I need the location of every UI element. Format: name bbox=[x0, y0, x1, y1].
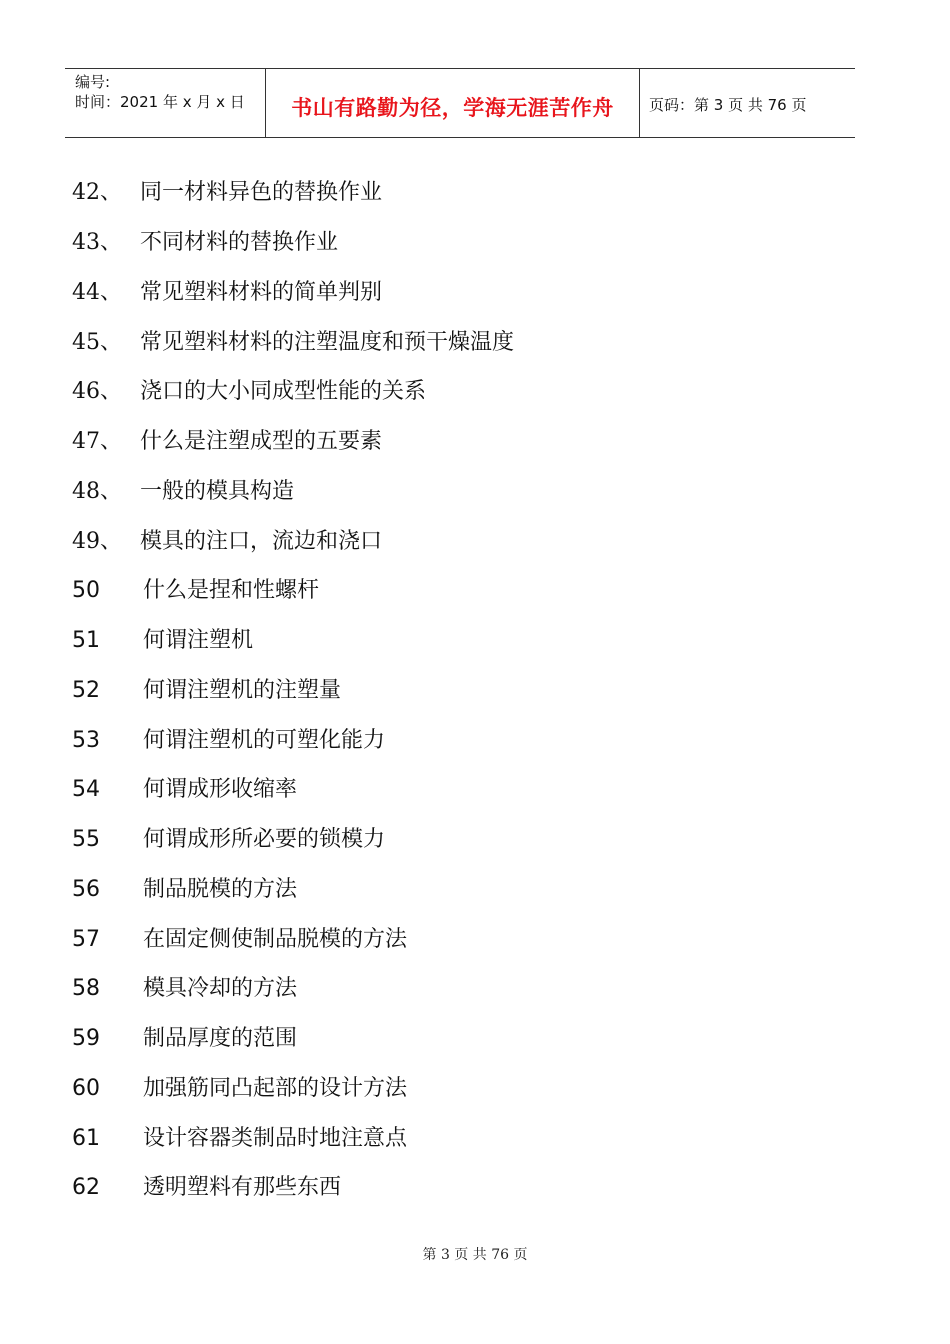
item-number: 44、 bbox=[72, 280, 122, 305]
item-number: 43、 bbox=[72, 230, 122, 255]
item-number: 49、 bbox=[72, 529, 122, 554]
header-page-info: 页码：第 3 页 共 76 页 bbox=[649, 96, 807, 114]
item-number: 45、 bbox=[72, 330, 122, 355]
item-text: 何谓成形收缩率 bbox=[143, 777, 298, 802]
serial-number-label: 编号: bbox=[75, 73, 111, 91]
item-text: 模具冷却的方法 bbox=[143, 976, 298, 1001]
item-text: 常见塑料材料的简单判别 bbox=[140, 280, 383, 305]
list-item bbox=[72, 721, 385, 761]
item-text: 透明塑料有那些东西 bbox=[143, 1175, 342, 1200]
header-right-cell bbox=[639, 69, 855, 137]
item-number: 46、 bbox=[72, 379, 122, 404]
item-number: 61 bbox=[72, 1126, 100, 1151]
footer-page-number: 第 3 页 共 76 页 bbox=[422, 1247, 528, 1263]
list-item bbox=[72, 1069, 407, 1109]
list-item bbox=[72, 1019, 297, 1059]
item-number: 55 bbox=[72, 827, 100, 852]
list-item bbox=[72, 870, 297, 910]
item-number: 62 bbox=[72, 1175, 100, 1200]
item-text: 模具的注口，流边和浇口 bbox=[140, 529, 383, 554]
list-item bbox=[72, 273, 382, 313]
list-item bbox=[72, 1168, 341, 1208]
item-text: 不同材料的替换作业 bbox=[140, 230, 339, 255]
list-item bbox=[72, 571, 319, 611]
item-text: 何谓成形所必要的锁模力 bbox=[143, 827, 386, 852]
motto: 书山有路勤为径，学海无涯苦作舟 bbox=[291, 95, 614, 120]
item-number: 60 bbox=[72, 1076, 100, 1101]
list-item bbox=[72, 173, 382, 213]
item-number: 53 bbox=[72, 728, 100, 753]
list-item bbox=[72, 522, 382, 562]
item-number: 56 bbox=[72, 877, 100, 902]
item-number: 48、 bbox=[72, 479, 122, 504]
item-text: 何谓注塑机 bbox=[143, 628, 254, 653]
page-header bbox=[65, 68, 855, 138]
item-text: 何谓注塑机的可塑化能力 bbox=[143, 728, 386, 753]
item-text: 同一材料异色的替换作业 bbox=[140, 180, 383, 205]
item-number: 59 bbox=[72, 1026, 100, 1051]
list-item bbox=[72, 1119, 407, 1159]
item-text: 一般的模具构造 bbox=[140, 479, 295, 504]
item-text: 何谓注塑机的注塑量 bbox=[143, 678, 342, 703]
item-text: 设计容器类制品时地注意点 bbox=[143, 1126, 408, 1151]
item-text: 什么是捏和性螺杆 bbox=[143, 578, 320, 603]
list-item bbox=[72, 820, 385, 860]
item-number: 50 bbox=[72, 578, 100, 603]
header-motto-cell bbox=[265, 69, 640, 137]
list-item bbox=[72, 621, 253, 661]
item-number: 47、 bbox=[72, 429, 122, 454]
item-text: 加强筋同凸起部的设计方法 bbox=[143, 1076, 408, 1101]
item-text: 在固定侧使制品脱模的方法 bbox=[143, 927, 408, 952]
item-text: 浇口的大小同成型性能的关系 bbox=[140, 379, 427, 404]
item-number: 54 bbox=[72, 777, 100, 802]
list-item bbox=[72, 920, 407, 960]
list-item bbox=[72, 969, 297, 1009]
item-number: 42、 bbox=[72, 180, 122, 205]
item-number: 57 bbox=[72, 927, 100, 952]
list-item bbox=[72, 422, 382, 462]
item-number: 51 bbox=[72, 628, 100, 653]
item-text: 什么是注塑成型的五要素 bbox=[140, 429, 383, 454]
list-item bbox=[72, 671, 341, 711]
list-item bbox=[72, 472, 294, 512]
date-label: 时间：2021 年 x 月 x 日 bbox=[75, 93, 245, 111]
list-item bbox=[72, 372, 426, 412]
item-number: 52 bbox=[72, 678, 100, 703]
item-text: 制品厚度的范围 bbox=[143, 1026, 298, 1051]
item-number: 58 bbox=[72, 976, 100, 1001]
item-text: 制品脱模的方法 bbox=[143, 877, 298, 902]
header-left-cell bbox=[65, 69, 265, 137]
list-item bbox=[72, 323, 514, 363]
list-item bbox=[72, 770, 297, 810]
list-item bbox=[72, 223, 338, 263]
item-text: 常见塑料材料的注塑温度和预干燥温度 bbox=[140, 330, 515, 355]
page-footer bbox=[0, 1244, 950, 1264]
